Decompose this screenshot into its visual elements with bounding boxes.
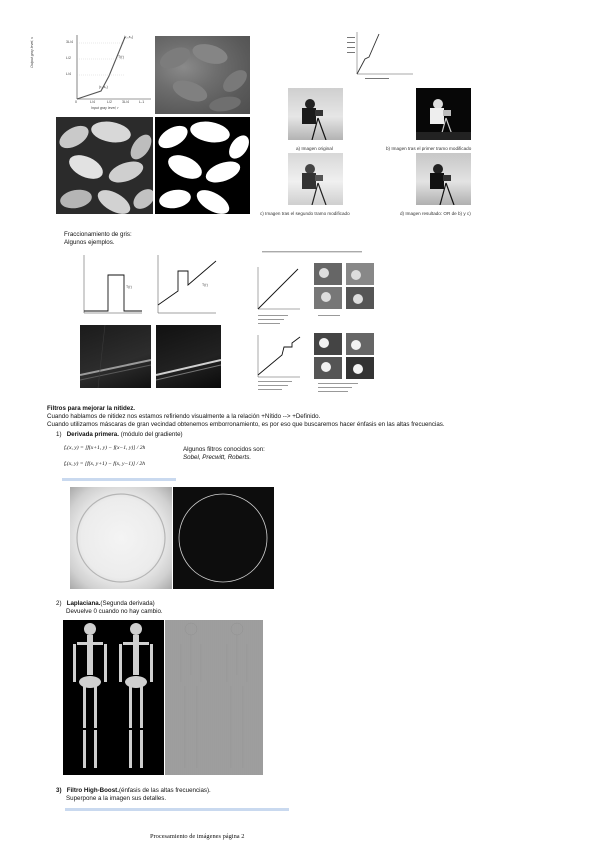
item-1-note: (módulo del gradiente) — [118, 431, 183, 438]
slicing-a-curve-label: T(r) — [126, 285, 132, 289]
camera-first-segment-image — [416, 88, 471, 140]
curve-label: T(r) — [118, 55, 124, 59]
item-1-heading — [56, 431, 183, 439]
piecewise-transform-graph — [335, 29, 415, 84]
slicing-subheading: Algunos ejemplos. — [64, 239, 115, 246]
filters-note-line-2: Sobel, Precwitt, Roberts. — [183, 454, 252, 461]
item-3-number: 3) — [56, 787, 62, 794]
item-3-title: Filtro High-Boost. — [66, 787, 119, 794]
y-tick-3: L/4 — [66, 72, 71, 76]
x-tick-3: L/2 — [107, 100, 112, 104]
sharpness-line-1: Cuando hablamos de nitidez nos estamos refiriendo visualmente a la relación +Nítido --> +Definido. — [47, 413, 321, 420]
x-tick-2: L/4 — [90, 100, 95, 104]
slicing-function-a — [78, 253, 144, 319]
slicing-function-b — [152, 253, 218, 319]
point-2: (r₂,s₂) — [124, 35, 134, 39]
item-2-note: (Segunda derivada) — [100, 600, 155, 607]
slicing-heading: Fraccionamiento de gris: — [64, 231, 132, 238]
camera-second-segment-image — [288, 153, 343, 205]
item-2-line: Devuelve 0 cuando no hay cambio. — [66, 608, 163, 615]
circle-gradient-image — [173, 487, 274, 589]
camera-original-image — [288, 88, 343, 140]
x-tick-1: 0 — [75, 100, 77, 104]
highlight-bar — [65, 808, 289, 811]
bone-scan-image — [63, 620, 164, 775]
slicing-output-image — [156, 325, 221, 388]
caption-b: b) Imagen tras el primer tramo modificado — [386, 146, 472, 151]
x-tick-4: 3L/4 — [122, 100, 129, 104]
page-footer: Procesamiento de imágenes página 2 — [150, 833, 245, 840]
slicing-input-image — [80, 325, 151, 388]
formula-fx: fₓ(x, y) = [f(x+1, y) − f(x−1, y)] / 2h — [64, 445, 146, 451]
item-1-title: Derivada primera. — [66, 431, 119, 438]
item-2-number: 2) — [56, 600, 62, 607]
circle-original-image — [70, 487, 172, 589]
item-3-line: Superpone a la imagen sus detalles. — [66, 795, 167, 802]
slicing-b-curve-label: T(r) — [202, 283, 208, 287]
caption-d: d) Imagen resultado: OR de b) y c) — [400, 211, 471, 216]
laplacian-bone-scan-image — [165, 620, 263, 775]
caption-c: c) Imagen tras el segundo tramo modificado — [260, 211, 350, 216]
formula-fy: fᵧ(x, y) = [f(x, y+1) − f(x, y−1)] / 2h — [64, 461, 146, 467]
x-tick-5: L-1 — [139, 100, 145, 104]
item-1-number: 1) — [56, 431, 62, 438]
sharpness-line-2: Cuando utilizamos máscaras de gran vecindad obtenemos emborronamiento, es por eso que buscaremos hacer énfasis en las altas frecuencias. — [47, 421, 445, 428]
caption-a: a) Imagen original — [296, 146, 333, 151]
item-3-heading — [56, 787, 211, 795]
point-1: (r₁,s₁) — [99, 85, 108, 89]
x-axis-label: Input gray level, r — [91, 106, 119, 110]
contrast-stretched-beans-image — [56, 117, 153, 214]
item-3-note: (énfasis de las altas frecuencias). — [118, 787, 211, 794]
low-contrast-beans-image — [155, 36, 250, 114]
sharpness-title: Filtros para mejorar la nitidez. — [47, 405, 136, 412]
scanned-slicing-figure — [252, 247, 377, 397]
item-2-title: Laplaciana. — [66, 600, 101, 607]
thresholded-beans-image — [155, 117, 250, 214]
transform-plot — [63, 33, 153, 113]
y-tick-2: L/2 — [66, 56, 71, 60]
gradient-formula-box — [62, 441, 176, 481]
filters-note-line-1: Algunos filtros conocidos son: — [183, 446, 265, 453]
camera-result-image — [416, 153, 471, 205]
item-2-heading — [56, 600, 155, 608]
y-tick-1: 3L/4 — [66, 40, 73, 44]
